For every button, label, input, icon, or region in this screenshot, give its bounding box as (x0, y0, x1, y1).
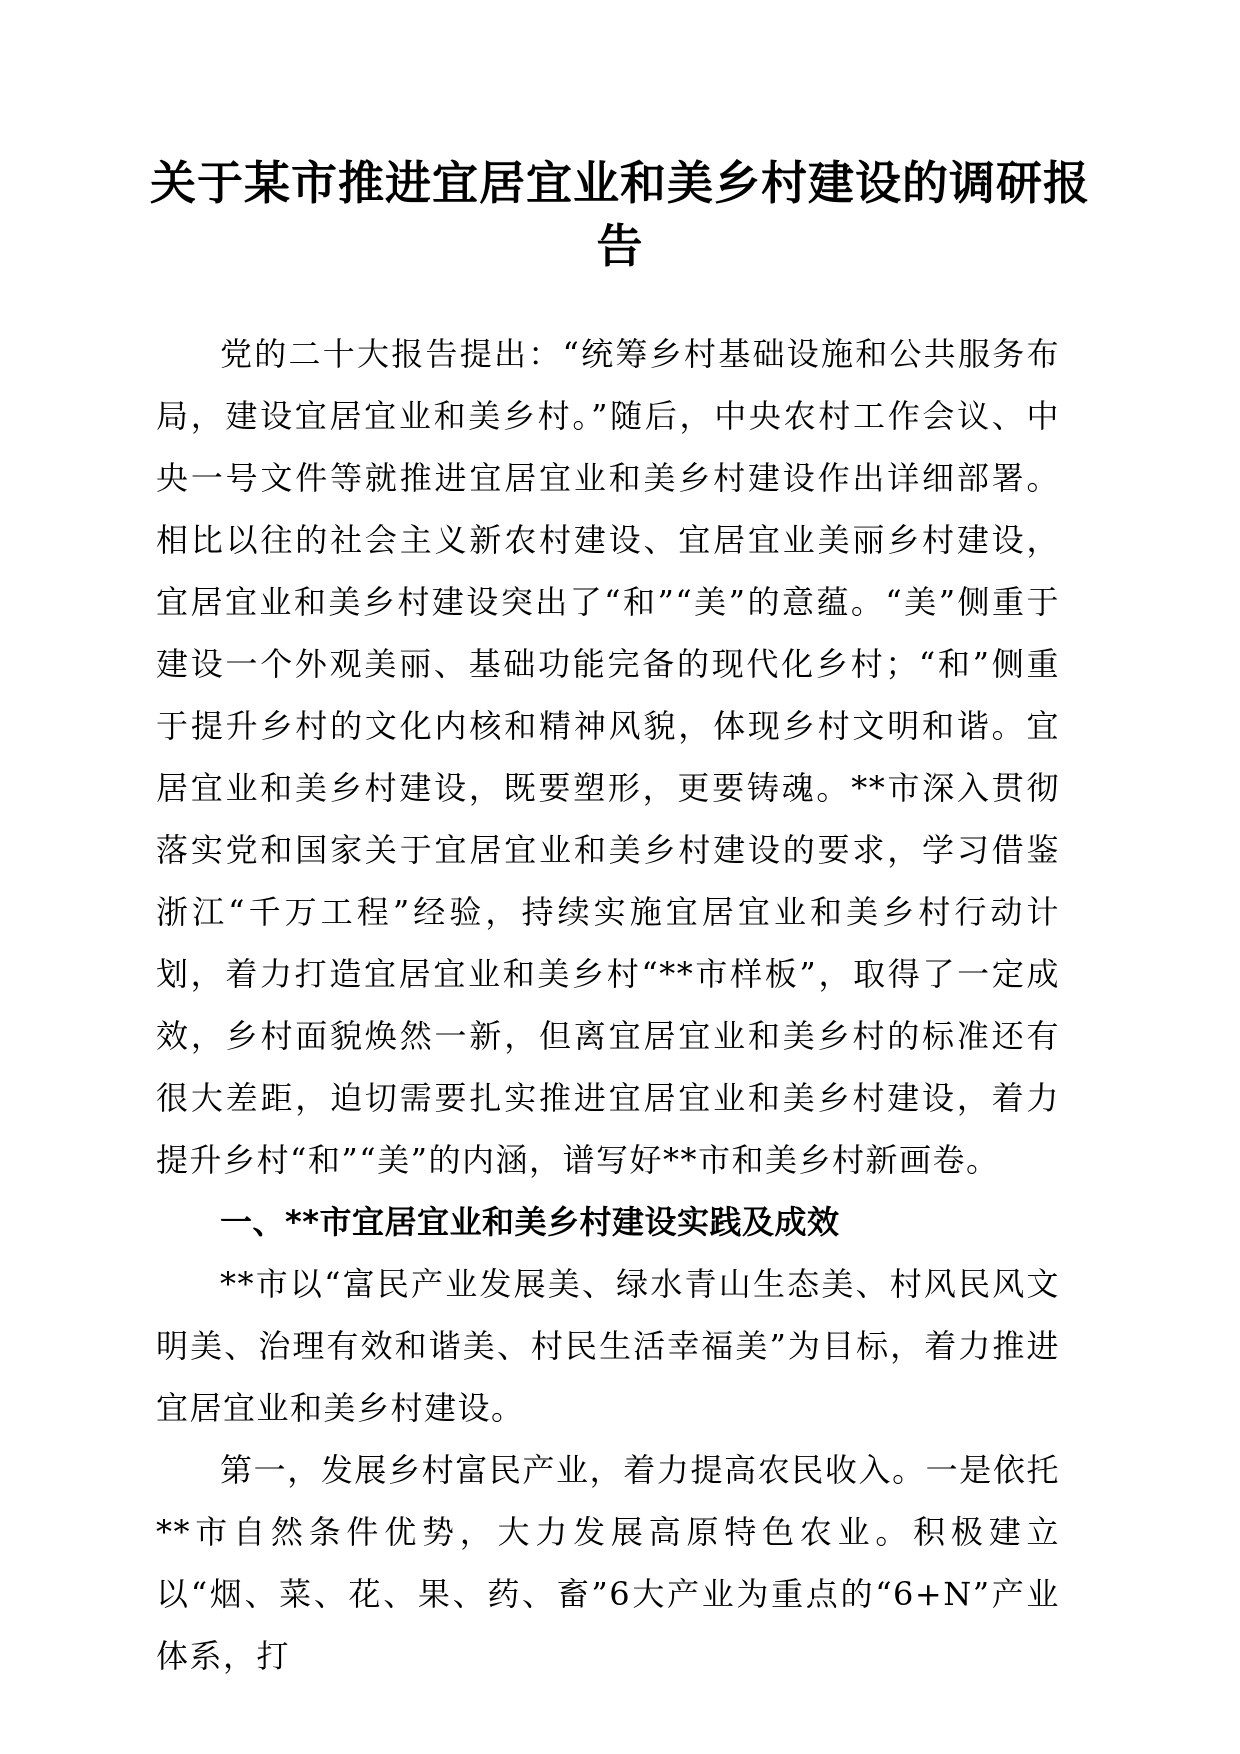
document-body (156, 323, 1060, 1687)
section-1-paragraph-2: 第一，发展乡村富民产业，着力提高农民收入。一是依托**市自然条件优势，大力发展高原特色农业。积极建立以“烟、菜、花、果、药、畜”6大产业为重点的“6+N”产业体系，打 (156, 1451, 1060, 1675)
section-1-heading: 一、**市宜居宜业和美乡村建设实践及成效 (220, 1203, 840, 1241)
intro-paragraph: 党的二十大报告提出：“统筹乡村基础设施和公共服务布局，建设宜居宜业和美乡村。”随后，中央农村工作会议、中央一号文件等就推进宜居宜业和美乡村建设作出详细部署。相比以往的社会主义新农村建设、宜居宜业美丽乡村建设，宜居宜业和美乡村建设突出了“和”“美”的意蕴。“美”侧重于建设一个外观美丽、基础功能完备的现代化乡村；“和”侧重于提升乡村的文化内核和精神风貌，体现乡村文明和谐。宜居宜业和美乡村建设，既要塑形，更要铸魂。**市深入贯彻落实党和国家关于宜居宜业和美乡村建设的要求，学习借鉴浙江“千万工程”经验，持续实施宜居宜业和美乡村行动计划，着力打造宜居宜业和美乡村“**市样板”，取得了一定成效，乡村面貌焕然一新，但离宜居宜业和美乡村的标准还有很大差距，迫切需要扎实推进宜居宜业和美乡村建设，着力提升乡村“和”“美”的内涵，谱写好**市和美乡村新画卷。 (156, 335, 1060, 1179)
document-title: 关于某市推进宜居宜业和美乡村建设的调研报告 (150, 156, 1090, 273)
section-1-paragraph-1: **市以“富民产业发展美、绿水青山生态美、村风民风文明美、治理有效和谐美、村民生活幸福美”为目标，着力推进宜居宜业和美乡村建设。 (156, 1265, 1060, 1427)
